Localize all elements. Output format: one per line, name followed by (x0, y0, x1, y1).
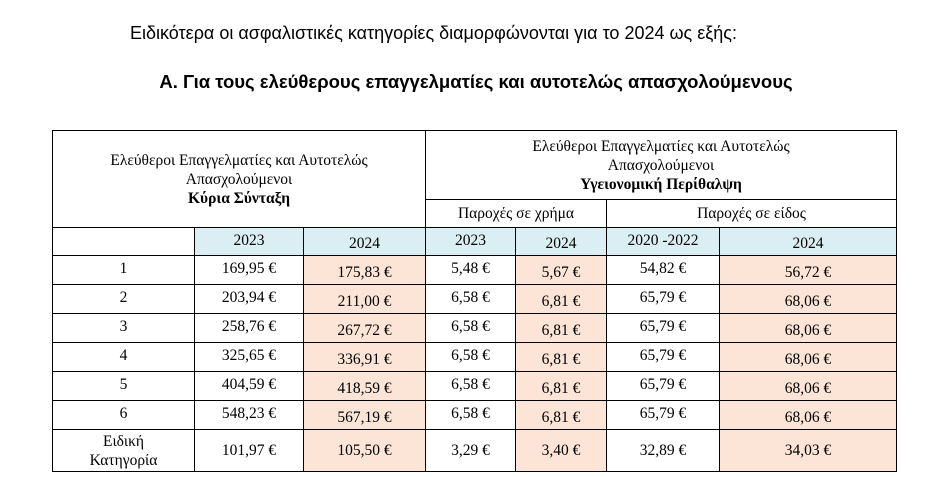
value-cell: 6,81 € (516, 285, 607, 314)
value-cell: 68,06 € (720, 285, 897, 314)
value-cell: 101,97 € (195, 430, 304, 472)
year-header-blank (53, 228, 195, 256)
value-cell: 34,03 € (720, 430, 897, 472)
value-cell: 56,72 € (720, 256, 897, 285)
value-cell: 68,06 € (720, 372, 897, 401)
subheader-in-kind-benefits: Παροχές σε είδος (607, 200, 897, 228)
value-cell: 65,79 € (607, 372, 720, 401)
year-header-cash-2023: 2023 (426, 228, 516, 256)
value-cell: 6,81 € (516, 372, 607, 401)
special-category-label-line1: Ειδική (102, 432, 145, 450)
year-header-cash-2024: 2024 (516, 228, 607, 256)
header-main-pension-line1: Ελεύθεροι Επαγγελματίες και Αυτοτελώς (110, 151, 368, 169)
value-cell: 548,23 € (195, 401, 304, 430)
table-row (53, 285, 897, 314)
value-cell: 258,76 € (195, 314, 304, 343)
value-cell: 169,95 € (195, 256, 304, 285)
year-header-pension-2024: 2024 (304, 228, 426, 256)
value-cell: 5,48 € (426, 256, 516, 285)
category-cell: 2 (53, 285, 195, 314)
value-cell: 65,79 € (607, 314, 720, 343)
value-cell: 65,79 € (607, 401, 720, 430)
table-row (53, 256, 897, 285)
value-cell: 105,50 € (304, 430, 426, 472)
value-cell: 54,82 € (607, 256, 720, 285)
value-cell: 6,58 € (426, 372, 516, 401)
header-main-pension (53, 131, 426, 228)
year-header-pension-2023: 2023 (195, 228, 304, 256)
section-heading: Α. Για τους ελεύθερους επαγγελματίες και αυτοτελώς απασχολούμενους (159, 71, 793, 92)
value-cell: 567,19 € (304, 401, 426, 430)
value-cell: 418,59 € (304, 372, 426, 401)
subheader-cash-benefits: Παροχές σε χρήμα (426, 200, 607, 228)
table-row (53, 314, 897, 343)
header-health-care (426, 131, 897, 200)
year-header-kind-2020-2022: 2020 -2022 (607, 228, 720, 256)
header-health-care-title: Υγειονομική Περίθαλψη (580, 175, 742, 193)
value-cell: 6,81 € (516, 401, 607, 430)
value-cell: 6,81 € (516, 314, 607, 343)
table-row (53, 372, 897, 401)
value-cell: 175,83 € (304, 256, 426, 285)
category-cell: 3 (53, 314, 195, 343)
value-cell: 267,72 € (304, 314, 426, 343)
value-cell: 3,40 € (516, 430, 607, 472)
value-cell: 5,67 € (516, 256, 607, 285)
value-cell: 65,79 € (607, 285, 720, 314)
intro-paragraph: Ειδικότερα οι ασφαλιστικές κατηγορίες διαμορφώνονται για το 2024 ως εξής: (130, 23, 737, 43)
value-cell: 203,94 € (195, 285, 304, 314)
header-health-care-line2: Απασχολούμενοι (607, 156, 715, 174)
category-cell: 6 (53, 401, 195, 430)
table-row (53, 401, 897, 430)
value-cell: 6,58 € (426, 401, 516, 430)
header-main-pension-line2: Απασχολούμενοι (185, 170, 293, 188)
value-cell: 6,81 € (516, 343, 607, 372)
header-main-pension-title: Κύρια Σύνταξη (188, 189, 290, 207)
special-category-cell (53, 430, 195, 472)
special-category-label-line2: Κατηγορία (89, 451, 158, 469)
table-row (53, 343, 897, 372)
value-cell: 6,58 € (426, 343, 516, 372)
value-cell: 68,06 € (720, 401, 897, 430)
value-cell: 325,65 € (195, 343, 304, 372)
value-cell: 68,06 € (720, 314, 897, 343)
value-cell: 6,58 € (426, 314, 516, 343)
year-header-kind-2024: 2024 (720, 228, 897, 256)
table-row-special-category (53, 430, 897, 472)
value-cell: 336,91 € (304, 343, 426, 372)
category-cell: 4 (53, 343, 195, 372)
insurance-categories-table (52, 130, 897, 472)
value-cell: 68,06 € (720, 343, 897, 372)
value-cell: 404,59 € (195, 372, 304, 401)
header-health-care-line1: Ελεύθεροι Επαγγελματίες και Αυτοτελώς (532, 137, 790, 155)
value-cell: 32,89 € (607, 430, 720, 472)
category-cell: 1 (53, 256, 195, 285)
value-cell: 3,29 € (426, 430, 516, 472)
value-cell: 65,79 € (607, 343, 720, 372)
category-cell: 5 (53, 372, 195, 401)
value-cell: 6,58 € (426, 285, 516, 314)
value-cell: 211,00 € (304, 285, 426, 314)
